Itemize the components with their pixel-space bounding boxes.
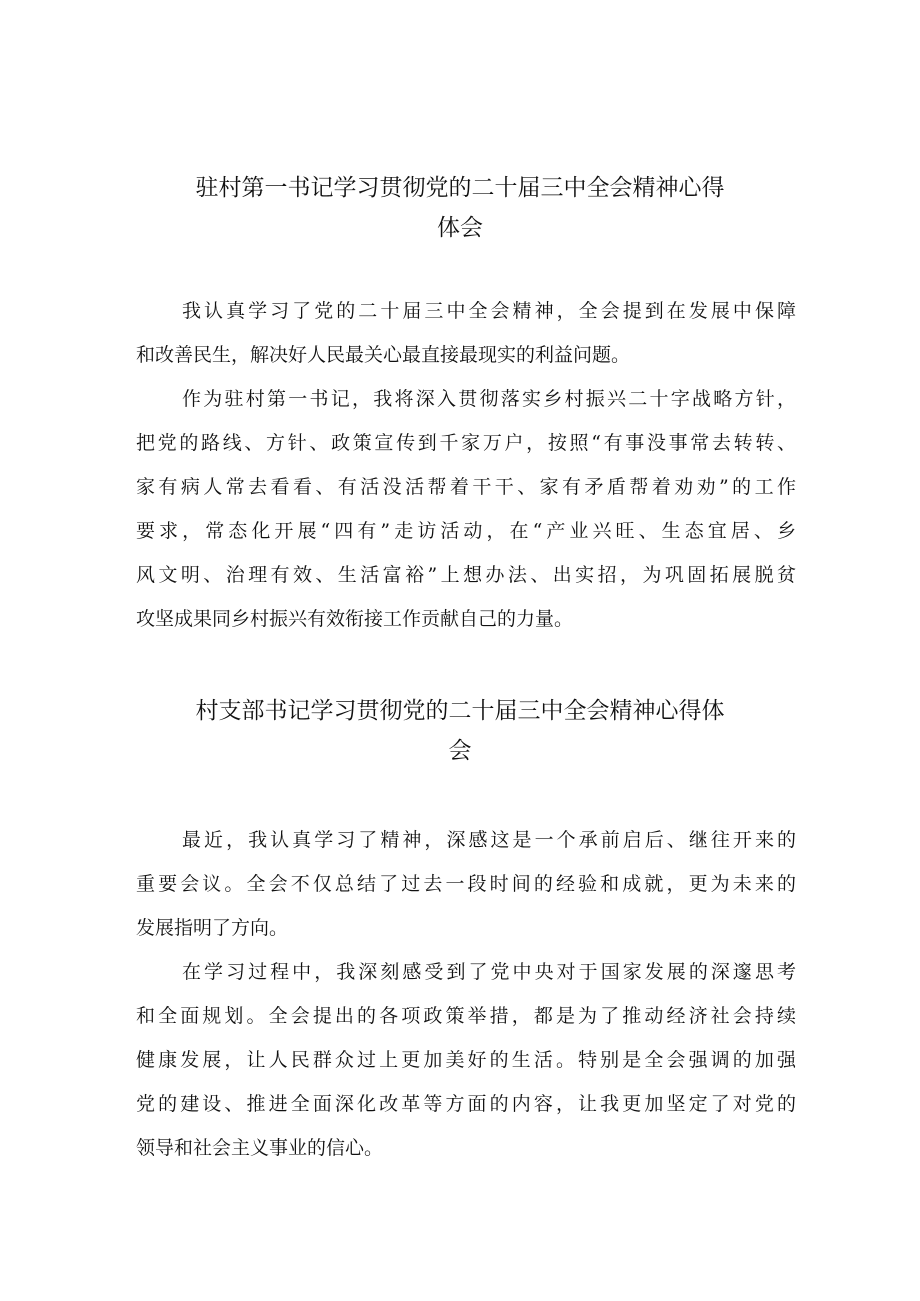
paragraph-line: 攻坚成果同乡村振兴有效衔接工作贡献自己的力量。	[136, 608, 574, 630]
article2-title-line: 会	[448, 738, 472, 764]
paragraph-line: 把党的路线、方针、政策宣传到千家万户，按照“有事没事常去转转、	[136, 432, 796, 454]
paragraph-line: 发展指明了方向。	[136, 917, 289, 939]
paragraph-line: 风文明、治理有效、生活富裕”上想办法、出实招，为巩固拓展脱贫	[136, 564, 796, 586]
paragraph-line: 和全面规划。全会提出的各项政策举措，都是为了推动经济社会持续	[136, 1005, 796, 1027]
paragraph-line: 和改善民生，解决好人民最关心最直接最现实的利益问题。	[136, 344, 631, 366]
article2-paragraph-1	[136, 818, 796, 950]
paragraph-line: 健康发展，让人民群众过上更加美好的生活。特别是全会强调的加强	[136, 1049, 796, 1071]
paragraph-line: 在学习过程中，我深刻感受到了党中央对于国家发展的深邃思考	[182, 961, 796, 983]
paragraph-line: 领导和社会主义事业的信心。	[136, 1137, 384, 1159]
paragraph-line: 我认真学习了党的二十届三中全会精神，全会提到在发展中保障	[182, 300, 796, 322]
article1-paragraph-1	[136, 289, 796, 377]
article1-paragraph-2	[136, 377, 796, 641]
article2-title	[130, 691, 790, 771]
article1-title-line: 体会	[437, 215, 483, 241]
article2-paragraph-2	[136, 950, 796, 1170]
paragraph-line: 家有病人常去看看、有活没活帮着干干、家有矛盾帮着劝劝”的工作	[136, 476, 796, 498]
paragraph-line: 最近，我认真学习了精神，深感这是一个承前启后、继往开来的	[182, 829, 796, 851]
paragraph-line: 作为驻村第一书记，我将深入贯彻落实乡村振兴二十字战略方针，	[182, 388, 796, 410]
article1-title	[130, 168, 790, 248]
paragraph-line: 党的建设、推进全面深化改革等方面的内容，让我更加坚定了对党的	[136, 1093, 796, 1115]
article2-title-line: 村支部书记学习贯彻党的二十届三中全会精神心得体	[195, 698, 725, 724]
paragraph-line: 重要会议。全会不仅总结了过去一段时间的经验和成就，更为未来的	[136, 873, 796, 895]
paragraph-line: 要求，常态化开展“四有”走访活动，在“产业兴旺、生态宜居、乡	[136, 520, 796, 542]
article1-title-line: 驻村第一书记学习贯彻党的二十届三中全会精神心得	[195, 175, 725, 201]
